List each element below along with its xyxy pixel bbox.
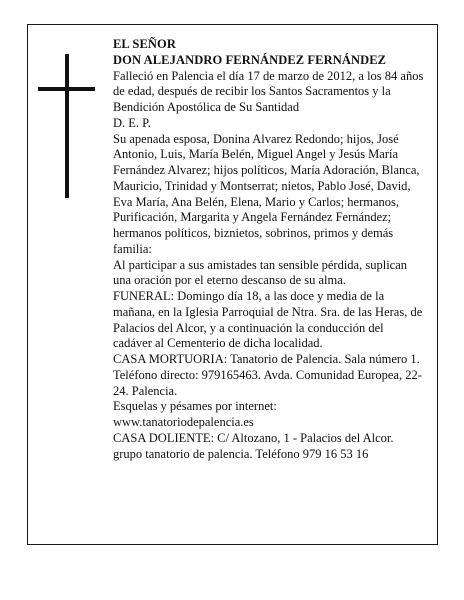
deceased-name: DON ALEJANDRO FERNÁNDEZ FERNÁNDEZ [113,52,387,67]
website-text: www.tanatoriodepalencia.es [113,415,254,429]
family-list: Su apenada esposa, Donina Alvarez Redondo; hijos, José Antonio, Luis, María Belén, Miguel Angel y Jesús María Fernández Alvarez; hijos políticos, María Adoración, Blanca, Mauricio, Trinidad y Montserrat; nietos, Pablo José, David, Eva María, Ana Belén, Elena, Mario y Carlos; hermanos, Purificación, Margarita y Angela Fernández Fernández; hermanos políticos, biznietos, sobrinos, primos y demás familia: [113,131,420,256]
cross-icon-vertical-bar [65,54,69,198]
funeral-group-contact: grupo tanatorio de palencia. Teléfono 979 16 53 16 [113,446,369,461]
cross-icon-horizontal-bar [38,87,95,91]
funeral-home-info: CASA MORTUORIA: Tanatorio de Palencia. Sala número 1. Teléfono directo: 979165463. Avda. Comunidad Europea, 22-24. Palencia. [113,352,422,398]
mourning-home-info: CASA DOLIENTE: C/ Altozano, 1 - Palacios del Alcor. [113,430,394,445]
funeral-info: FUNERAL: Domingo día 18, a las doce y media de la mañana, en la Iglesia Parroquial de Ntra. Sra. de las Heras, de Palacios del Alcor, y a continuación la conducción del cadáver al Cementerio de dicha localidad. [113,289,423,351]
obituary-title: EL SEÑOR [113,37,176,51]
rip-line: D. E. P. [113,115,151,130]
prayer-request: Al participar a sus amistades tan sensible pérdida, suplican una oración por el eterno descanso de su alma. [113,257,408,288]
internet-condolences-label: Esquelas y pésames por internet: [113,399,277,414]
obituary-text [113,37,425,462]
death-announcement: Falleció en Palencia el día 17 de marzo de 2012, a los 84 años de edad, después de recibir los Santos Sacramentos y la Bendición Apostólica de Su Santidad [113,68,424,114]
